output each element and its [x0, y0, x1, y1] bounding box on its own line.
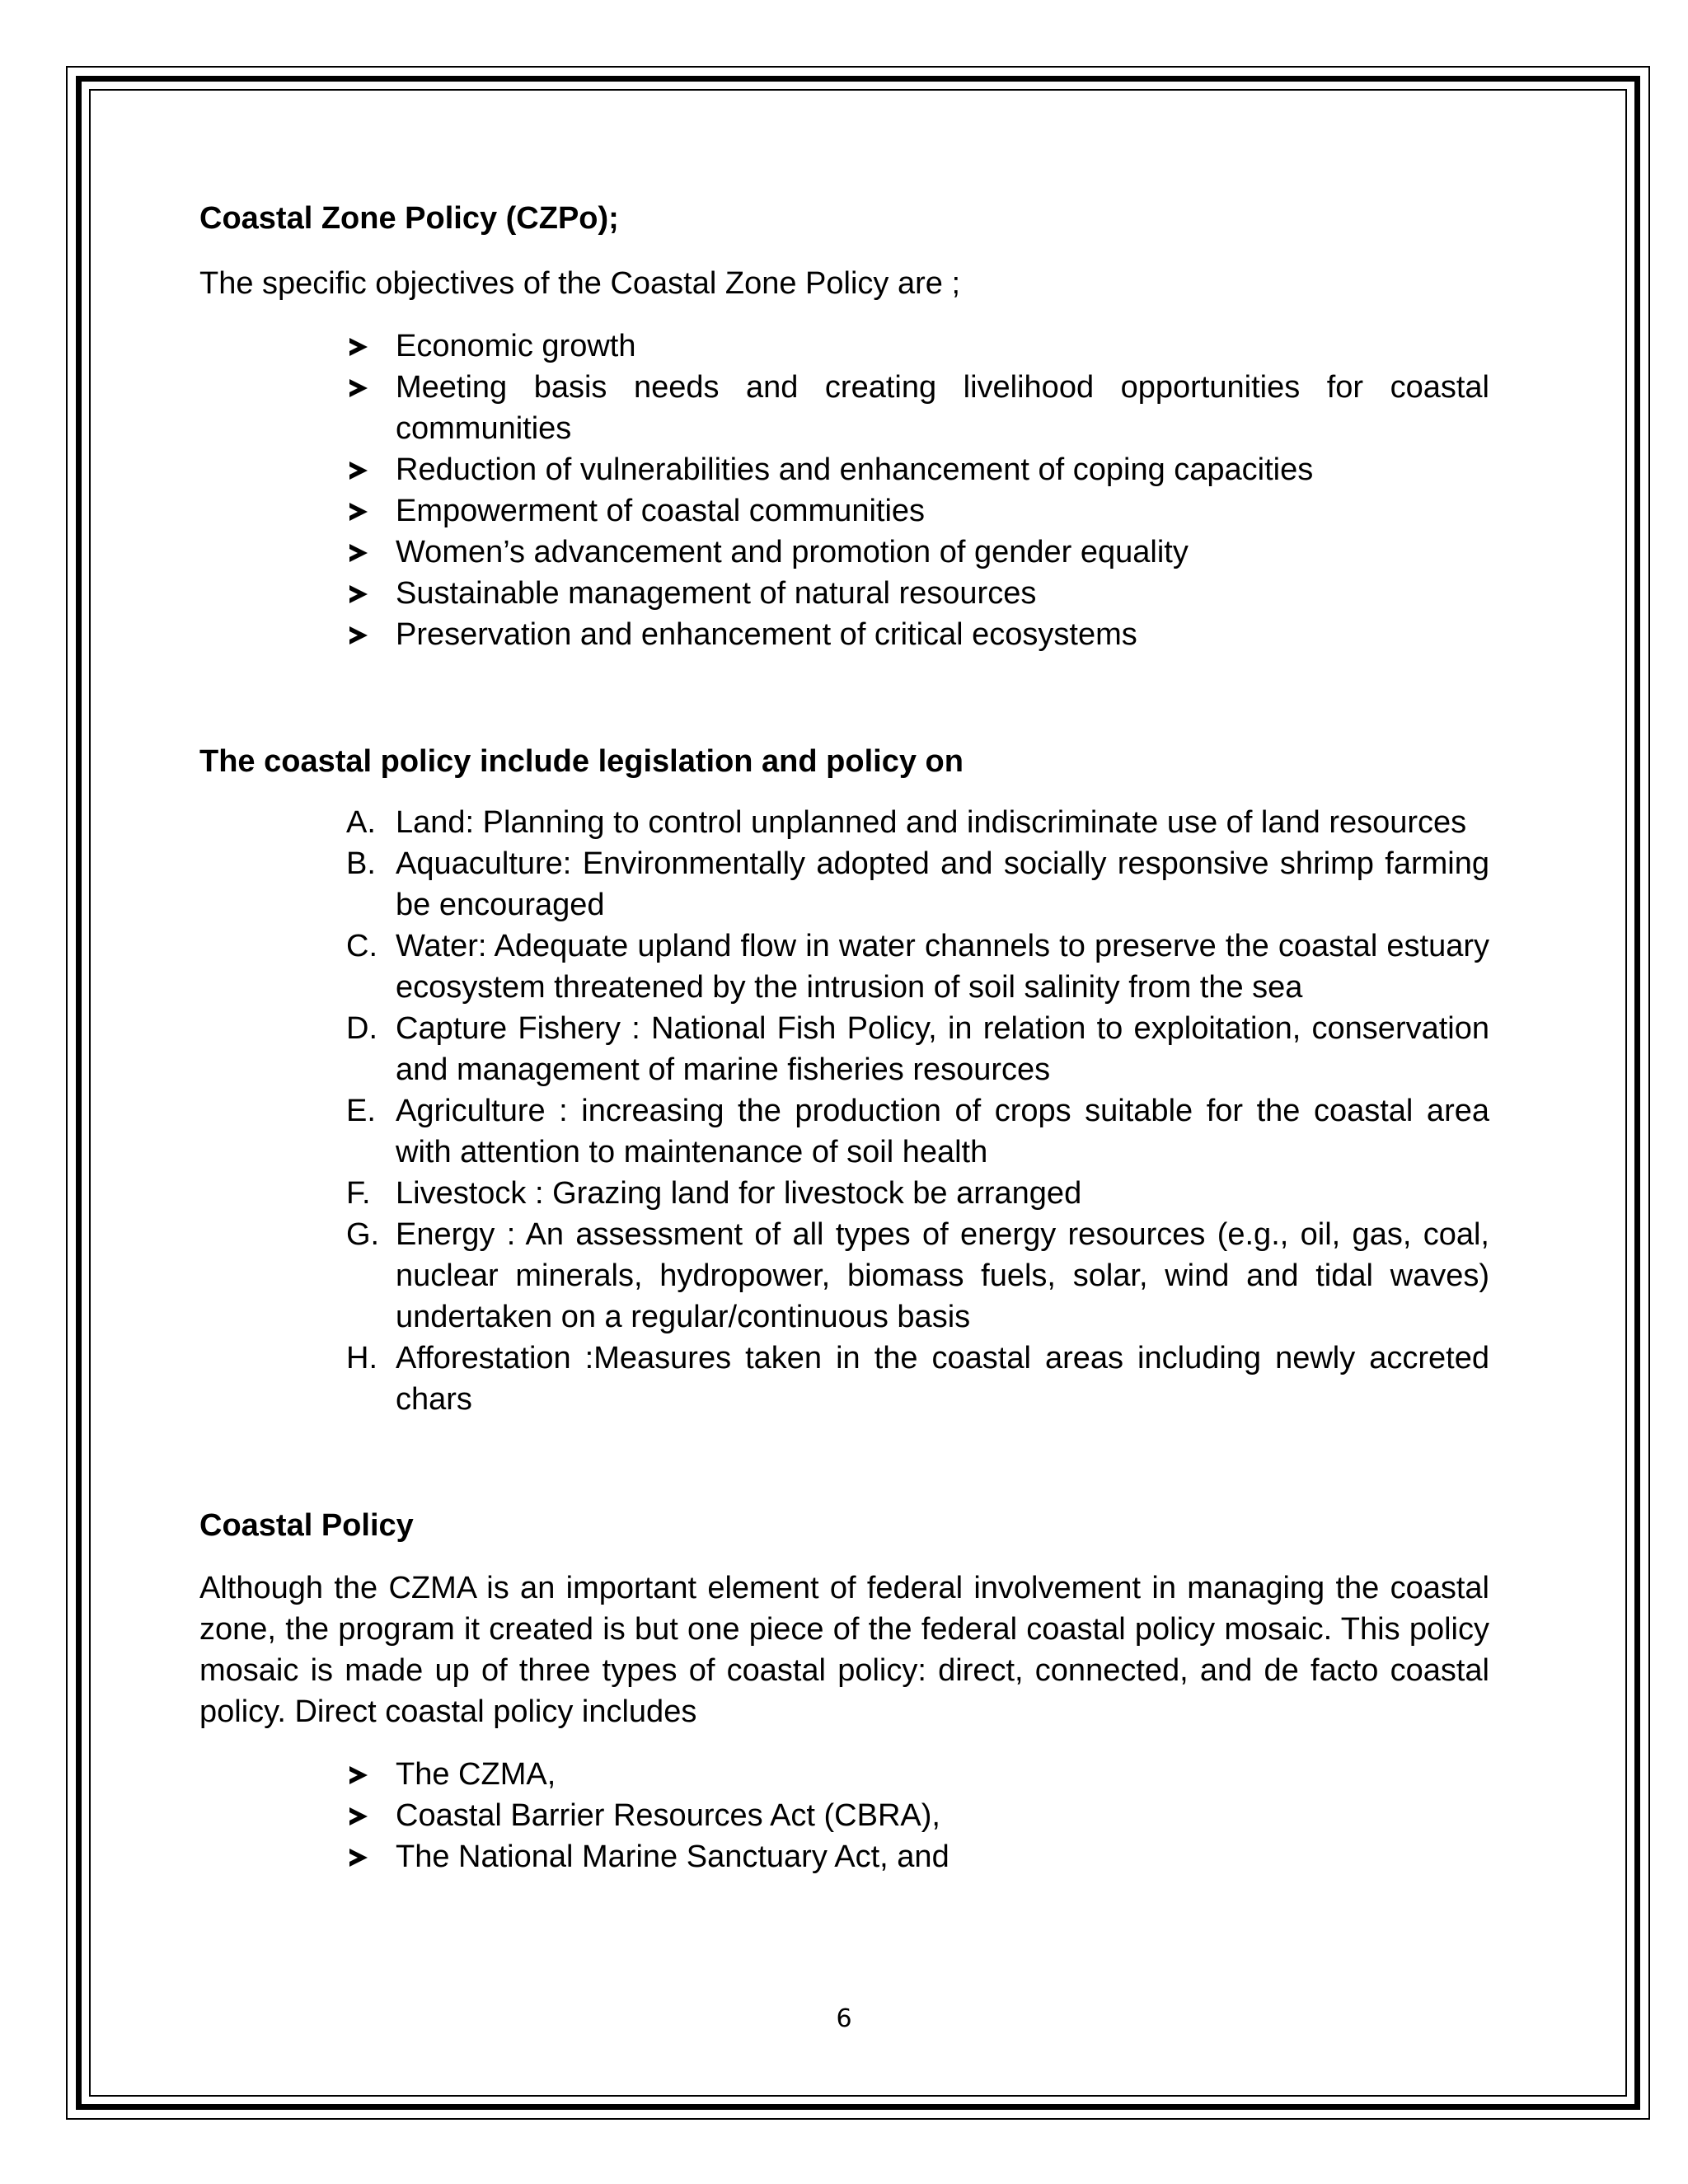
- list-item: Women’s advancement and promotion of gender equality: [346, 532, 1489, 573]
- list-item: Preservation and enhancement of critical ecosystems: [346, 614, 1489, 655]
- page-number: 6: [836, 2004, 852, 2033]
- list-item: Empowerment of coastal communities: [346, 490, 1489, 532]
- list-item: Economic growth: [346, 326, 1489, 367]
- objectives-list: [199, 326, 1489, 655]
- arrow-bullet-icon: [346, 1836, 387, 1877]
- list-item: B. Aquaculture: Environmentally adopted and socially responsive shrimp farming be encouraged: [346, 846, 1489, 922]
- list-item: Coastal Barrier Resources Act (CBRA),: [346, 1795, 1489, 1836]
- list-item: Meeting basis needs and creating livelihood opportunities for coastal communities: [346, 367, 1489, 449]
- coastal-policy-paragraph: Although the CZMA is an important element of federal involvement in managing the coastal zone, the program it created is but one piece of the federal coastal policy mosaic. This policy mosaic is made up of three types of coastal policy: direct, connected, and de facto coastal policy. Direct coastal policy includes: [199, 1571, 1489, 1729]
- section-heading-legislation: The coastal policy include legislation and policy on: [199, 744, 964, 779]
- list-item: The CZMA,: [346, 1754, 1489, 1795]
- list-item: D. Capture Fishery : National Fish Policy, in relation to exploitation, conservation and management of marine fisheries resources: [346, 1011, 1489, 1087]
- list-item: Reduction of vulnerabilities and enhancement of coping capacities: [346, 449, 1489, 490]
- section-heading-czpo: Coastal Zone Policy (CZPo);: [199, 201, 619, 236]
- list-item: H. Afforestation :Measures taken in the coastal areas including newly accreted chars: [346, 1341, 1489, 1417]
- section-intro: The specific objectives of the Coastal Zone Policy are ;: [199, 266, 961, 301]
- arrow-bullet-icon: [346, 573, 387, 614]
- arrow-bullet-icon: [346, 1754, 387, 1795]
- direct-policy-list: [199, 1754, 1489, 1877]
- list-item: A. Land: Planning to control unplanned and indiscriminate use of land resources: [346, 805, 1467, 840]
- list-item: E. Agriculture : increasing the production of crops suitable for the coastal area with attention to maintenance of soil health: [346, 1094, 1489, 1169]
- arrow-bullet-icon: [346, 367, 387, 408]
- arrow-bullet-icon: [346, 532, 387, 573]
- arrow-bullet-icon: [346, 1795, 387, 1836]
- section-heading-coastal-policy: Coastal Policy: [199, 1508, 414, 1543]
- legislation-list: [199, 802, 1489, 1420]
- arrow-bullet-icon: [346, 449, 387, 490]
- list-item: The National Marine Sanctuary Act, and: [346, 1836, 1489, 1877]
- arrow-bullet-icon: [346, 490, 387, 532]
- list-item: C. Water: Adequate upland flow in water channels to preserve the coastal estuary ecosystem threatened by the intrusion of soil salinity from the sea: [346, 929, 1489, 1005]
- list-item: G. Energy : An assessment of all types of energy resources (e.g., oil, gas, coal, nuclear minerals, hydropower, biomass fuels, solar, wind and tidal waves) undertaken on a regular/continuous basis: [346, 1217, 1489, 1334]
- list-item: F. Livestock : Grazing land for livestock be arranged: [346, 1176, 1082, 1211]
- arrow-bullet-icon: [346, 326, 387, 367]
- arrow-bullet-icon: [346, 614, 387, 655]
- list-item: Sustainable management of natural resources: [346, 573, 1489, 614]
- document-content: [199, 198, 1489, 1877]
